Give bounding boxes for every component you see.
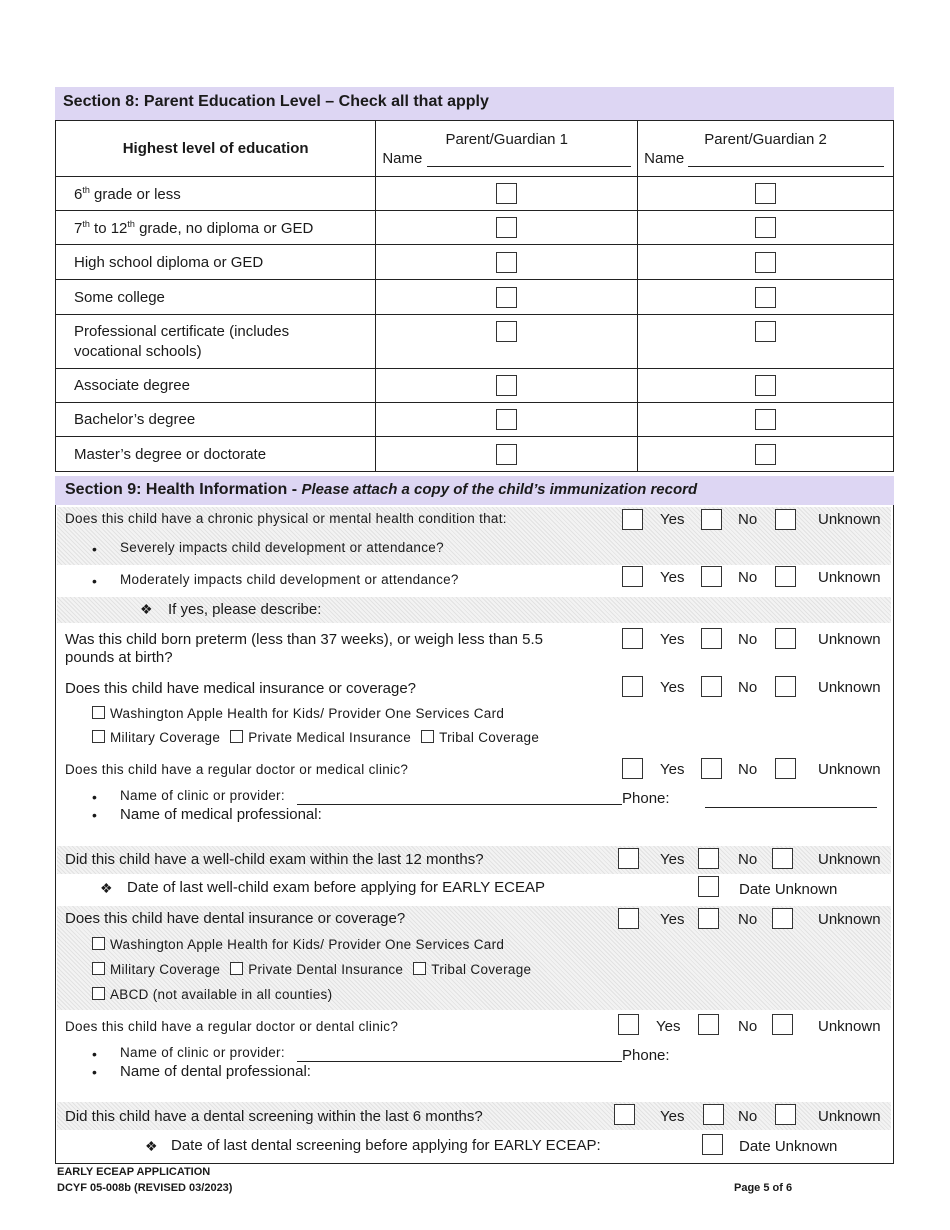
abcd-checkbox[interactable] (92, 987, 105, 1000)
unknown-checkbox[interactable] (772, 848, 793, 869)
clinic-name-label: Name of clinic or provider: (120, 788, 285, 803)
education-row (56, 369, 894, 403)
parent1-checkbox[interactable] (496, 375, 517, 396)
unknown-checkbox[interactable] (772, 908, 793, 929)
yes-checkbox[interactable] (622, 628, 643, 649)
education-label: 7th to 12th grade, no diploma or GED (56, 211, 376, 245)
highest-level-header: Highest level of education (56, 121, 376, 177)
question-preterm-line1: Was this child born preterm (less than 37 weeks), or weigh less than 5.5 (65, 631, 543, 648)
education-row (56, 403, 894, 437)
unknown-checkbox[interactable] (775, 1104, 796, 1125)
yes-checkbox[interactable] (622, 509, 643, 530)
phone-label: Phone: (622, 1047, 670, 1064)
footer-form-id: DCYF 05-008b (REVISED 03/2023) (57, 1182, 233, 1194)
no-checkbox[interactable] (698, 908, 719, 929)
tribal-coverage-checkbox[interactable] (413, 962, 426, 975)
option-apple-health-dental: Washington Apple Health for Kids/ Provider One Services Card (92, 937, 504, 952)
parent2-checkbox[interactable] (755, 287, 776, 308)
date-unknown-label: Date Unknown (739, 1138, 838, 1155)
yes-checkbox[interactable] (618, 1014, 639, 1035)
education-label: Associate degree (56, 369, 376, 403)
date-unknown-label: Date Unknown (739, 881, 838, 898)
yes-checkbox[interactable] (618, 908, 639, 929)
parent2-checkbox[interactable] (755, 217, 776, 238)
education-row (56, 437, 894, 472)
education-label: High school diploma or GED (56, 245, 376, 280)
private-medical-checkbox[interactable] (230, 730, 243, 743)
parent1-checkbox[interactable] (496, 183, 517, 204)
education-label: Some college (56, 280, 376, 315)
bullet-moderate: Moderately impacts child development or attendance? (120, 572, 459, 587)
well-child-date-unknown-checkbox[interactable] (698, 876, 719, 897)
question-chronic: Does this child have a chronic physical or mental health condition that: (65, 511, 507, 526)
parent1-header: Parent/Guardian 1 Name (376, 121, 638, 177)
education-row (56, 280, 894, 315)
clinic-name-field[interactable] (297, 789, 622, 805)
dental-screening-date-label: Date of last dental screening before applying for EARLY ECEAP: (171, 1137, 601, 1154)
section-9-subtitle: Please attach a copy of the child’s immunization record (301, 481, 698, 498)
education-table (55, 120, 894, 472)
education-label: Bachelor’s degree (56, 403, 376, 437)
section-9-header: Section 9: Health Information - Please attach a copy of the child’s immunization record (55, 476, 894, 505)
option-abcd: ABCD (not available in all counties) (92, 987, 332, 1002)
clinic-phone-field[interactable] (705, 792, 877, 808)
footer-page-number: Page 5 of 6 (734, 1182, 793, 1194)
dental-clinic-name-field[interactable] (297, 1046, 622, 1062)
unknown-checkbox[interactable] (775, 566, 796, 587)
education-row (56, 177, 894, 211)
parent1-name-field[interactable] (427, 153, 631, 167)
yes-checkbox[interactable] (622, 566, 643, 587)
parent2-checkbox[interactable] (755, 252, 776, 273)
parent1-checkbox[interactable] (496, 217, 517, 238)
private-dental-checkbox[interactable] (230, 962, 243, 975)
no-checkbox[interactable] (701, 566, 722, 587)
education-row (56, 211, 894, 245)
dental-clinic-name-label: Name of clinic or provider: (120, 1045, 285, 1060)
question-medical-insurance: Does this child have medical insurance or coverage? (65, 680, 417, 697)
apple-health-checkbox[interactable] (92, 937, 105, 950)
bullet-describe: If yes, please describe: (168, 601, 322, 618)
footer-form-name: EARLY ECEAP APPLICATION (57, 1166, 211, 1178)
no-checkbox[interactable] (701, 758, 722, 779)
parent2-checkbox[interactable] (755, 375, 776, 396)
question-well-child: Did this child have a well-child exam within the last 12 months? (65, 851, 484, 868)
parent1-checkbox[interactable] (496, 287, 517, 308)
no-checkbox[interactable] (698, 1014, 719, 1035)
parent2-checkbox[interactable] (755, 409, 776, 430)
dental-coverage-options: Military Coverage Private Dental Insurance Tribal Coverage (92, 962, 531, 977)
education-row (56, 315, 894, 369)
question-regular-dentist: Does this child have a regular doctor or dental clinic? (65, 1019, 399, 1034)
bullet-severe: Severely impacts child development or attendance? (120, 540, 444, 555)
yes-checkbox[interactable] (622, 758, 643, 779)
parent1-checkbox[interactable] (496, 409, 517, 430)
military-coverage-checkbox[interactable] (92, 730, 105, 743)
parent2-checkbox[interactable] (755, 321, 776, 342)
no-checkbox[interactable] (698, 848, 719, 869)
section-8-header: Section 8: Parent Education Level – Check all that apply (55, 87, 894, 120)
option-apple-health-medical: Washington Apple Health for Kids/ Provider One Services Card (92, 706, 504, 721)
unknown-checkbox[interactable] (772, 1014, 793, 1035)
education-label: Master’s degree or doctorate (56, 437, 376, 472)
phone-label: Phone: (622, 790, 670, 807)
medical-professional-label: Name of medical professional: (120, 806, 322, 823)
no-checkbox[interactable] (701, 509, 722, 530)
unknown-checkbox[interactable] (775, 676, 796, 697)
education-label: Professional certificate (includes vocational schools) (56, 315, 376, 369)
unknown-checkbox[interactable] (775, 628, 796, 649)
medical-coverage-options: Military Coverage Private Medical Insurance Tribal Coverage (92, 730, 539, 745)
parent2-header: Parent/Guardian 2 Name (638, 121, 894, 177)
no-checkbox[interactable] (701, 628, 722, 649)
parent1-checkbox[interactable] (496, 252, 517, 273)
question-preterm-line2: pounds at birth? (65, 649, 173, 666)
screening-date-unknown-checkbox[interactable] (702, 1134, 723, 1155)
parent2-checkbox[interactable] (755, 183, 776, 204)
apple-health-checkbox[interactable] (92, 706, 105, 719)
tribal-coverage-checkbox[interactable] (421, 730, 434, 743)
well-child-date-label: Date of last well-child exam before applying for EARLY ECEAP (127, 879, 545, 896)
dental-professional-label: Name of dental professional: (120, 1063, 311, 1080)
no-checkbox[interactable] (703, 1104, 724, 1125)
education-table-header (56, 121, 894, 177)
parent1-checkbox[interactable] (496, 321, 517, 342)
question-regular-doctor: Does this child have a regular doctor or medical clinic? (65, 762, 409, 777)
yes-checkbox[interactable] (618, 848, 639, 869)
parent1-checkbox[interactable] (496, 444, 517, 465)
parent2-name-field[interactable] (688, 153, 884, 167)
unknown-checkbox[interactable] (775, 509, 796, 530)
education-row (56, 245, 894, 280)
education-label: 6th grade or less (56, 177, 376, 211)
no-checkbox[interactable] (701, 676, 722, 697)
parent2-checkbox[interactable] (755, 444, 776, 465)
question-dental-insurance: Does this child have dental insurance or coverage? (65, 910, 406, 927)
yes-checkbox[interactable] (622, 676, 643, 697)
question-dental-screening: Did this child have a dental screening within the last 6 months? (65, 1108, 483, 1125)
unknown-checkbox[interactable] (775, 758, 796, 779)
yes-checkbox[interactable] (614, 1104, 635, 1125)
military-coverage-checkbox[interactable] (92, 962, 105, 975)
